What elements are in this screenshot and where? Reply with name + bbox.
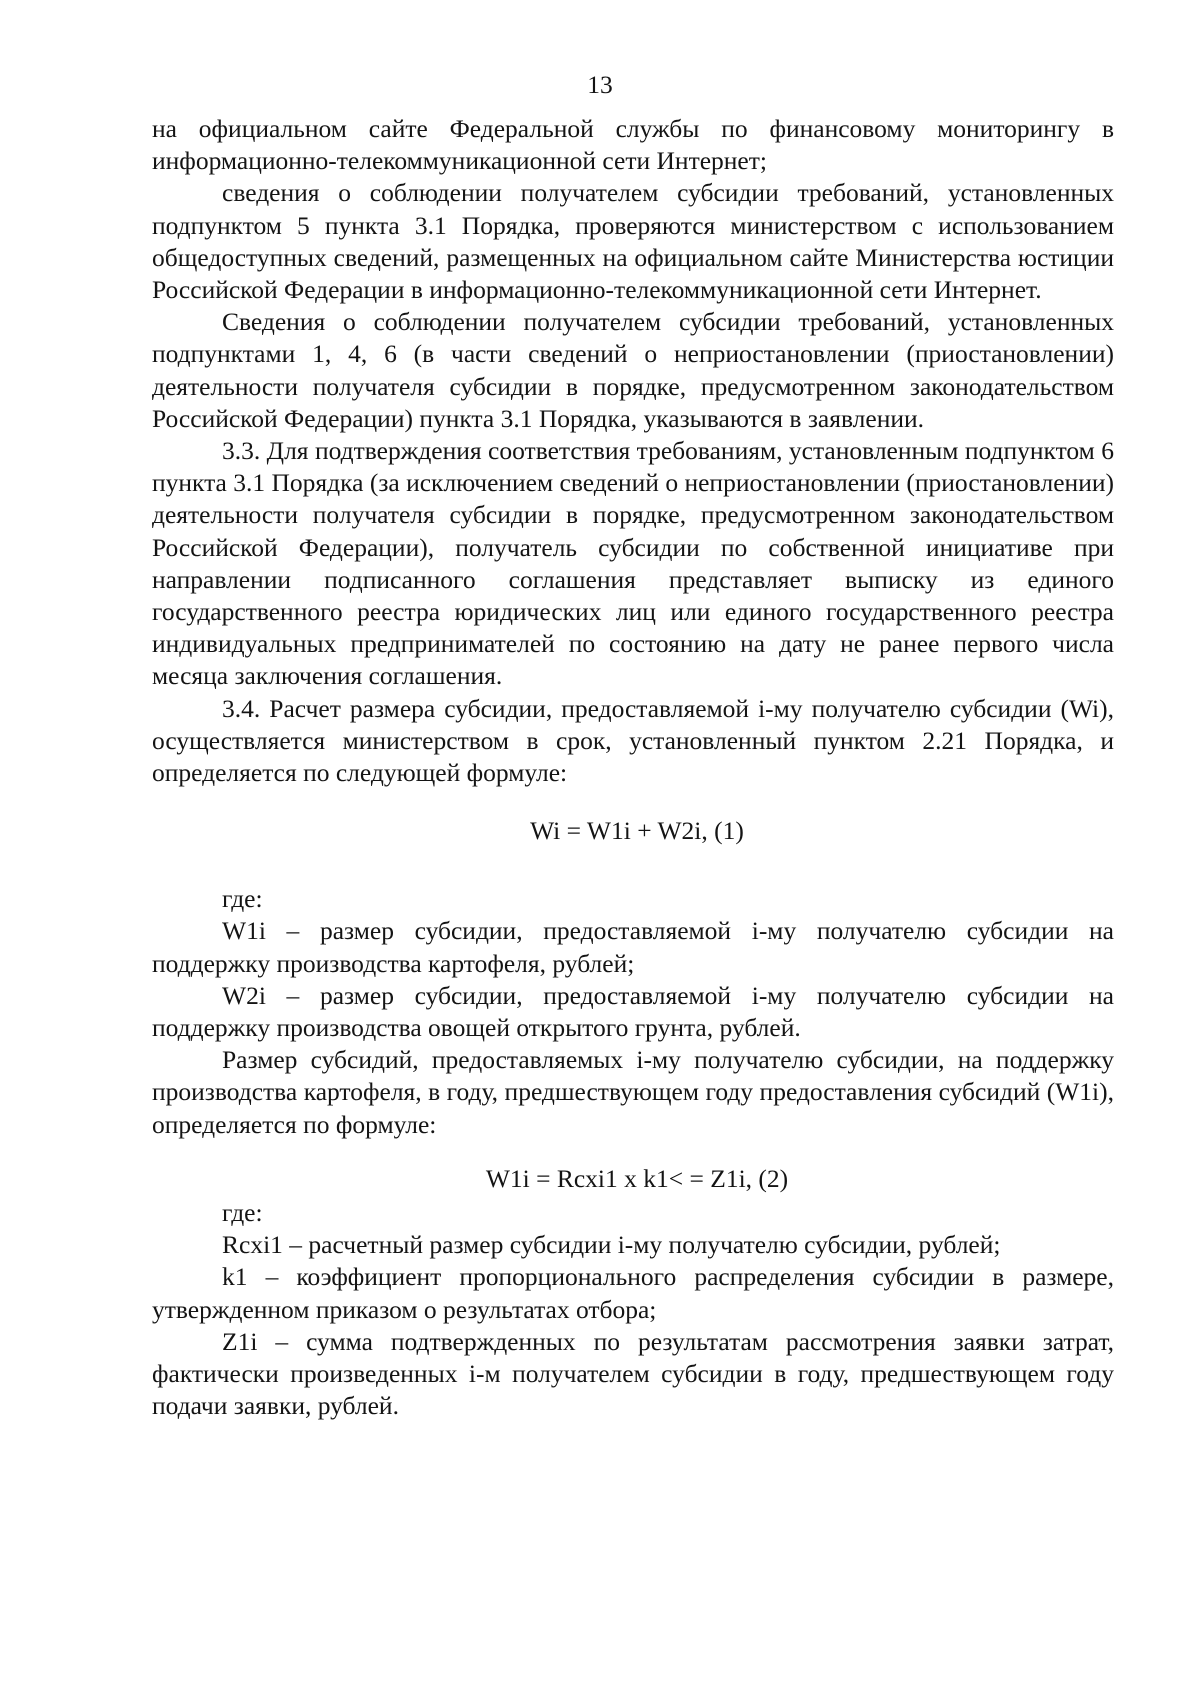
- paragraph-potato-subsidy: Размер субсидий, предоставляемых i-му получателю субсидии, на поддержку производства картофеля, в году, предшествующем году предоставления субсидий (W1i), определяется по формуле:: [152, 1045, 1114, 1139]
- definition-z1i: Z1i – сумма подтвержденных по результатам рассмотрения заявки затрат, фактически произведенных i-м получателем субсидии в году, предшествующем году подачи заявки, рублей.: [152, 1326, 1114, 1421]
- paragraph-justice-ministry-check: сведения о соблюдении получателем субсидии требований, установленных подпунктом 5 пункта 3.1 Порядка, проверяются министерством с использованием общедоступных сведений, размещенных на официальном сайте Министерства юстиции Российской Федерации в информационно-телекоммуникационной сети Интернет.: [152, 178, 1114, 305]
- where-label-1: где:: [222, 884, 263, 914]
- paragraph-application-info: Сведения о соблюдении получателем субсидии требований, установленных подпунктами 1, 4, 6 (в части сведений о неприостановлении (приостановлении) деятельности получателя субсидии в порядке, предусмотренном законодательством Российской Федерации) пункта 3.1 Порядка, указываются в заявлении.: [152, 307, 1114, 433]
- definition-rcxi1: Rcxi1 – расчетный размер субсидии i-му получателю субсидии, рублей;: [222, 1230, 1001, 1260]
- definition-w1i: W1i – размер субсидии, предоставляемой i-му получателю субсидии на поддержку производства картофеля, рублей;: [152, 916, 1114, 978]
- page-number: 13: [587, 70, 613, 99]
- where-label-2: где:: [222, 1197, 263, 1227]
- paragraph-continuation: на официальном сайте Федеральной службы по финансовому мониторингу в информационно-телекоммуникационной сети Интернет;: [152, 114, 1114, 176]
- document-body: [152, 113, 1114, 1422]
- definition-k1: k1 – коэффициент пропорционального распределения субсидии в размере, утвержденном приказом о результатах отбора;: [152, 1262, 1114, 1324]
- paragraph-section-3-4: 3.4. Расчет размера субсидии, предоставляемой i-му получателю субсидии (Wi), осуществляется министерством в срок, установленный пунктом 2.21 Порядка, и определяется по следующей формуле:: [152, 693, 1114, 788]
- formula-2: W1i = Rcxi1 x k1< = Z1i, (2): [485, 1163, 789, 1193]
- definition-w2i: W2i – размер субсидии, предоставляемой i-му получателю субсидии на поддержку производства овощей открытого грунта, рублей.: [152, 980, 1114, 1043]
- paragraph-section-3-3: 3.3. Для подтверждения соответствия требованиям, установленным подпунктом 6 пункта 3.1 Порядка (за исключением сведений о неприостановлении (приостановлении) деятельности получателя субсидии в порядке, предусмотренном законодательством Российской Федерации), получатель субсидии по собственной инициативе при направлении подписанного соглашения представляет выписку из единого государственного реестра юридических лиц или единого государственного реестра индивидуальных предпринимателей по состоянию на дату не ранее первого числа месяца заключения соглашения.: [152, 436, 1114, 691]
- formula-1: Wi = W1i + W2i, (1): [530, 816, 744, 846]
